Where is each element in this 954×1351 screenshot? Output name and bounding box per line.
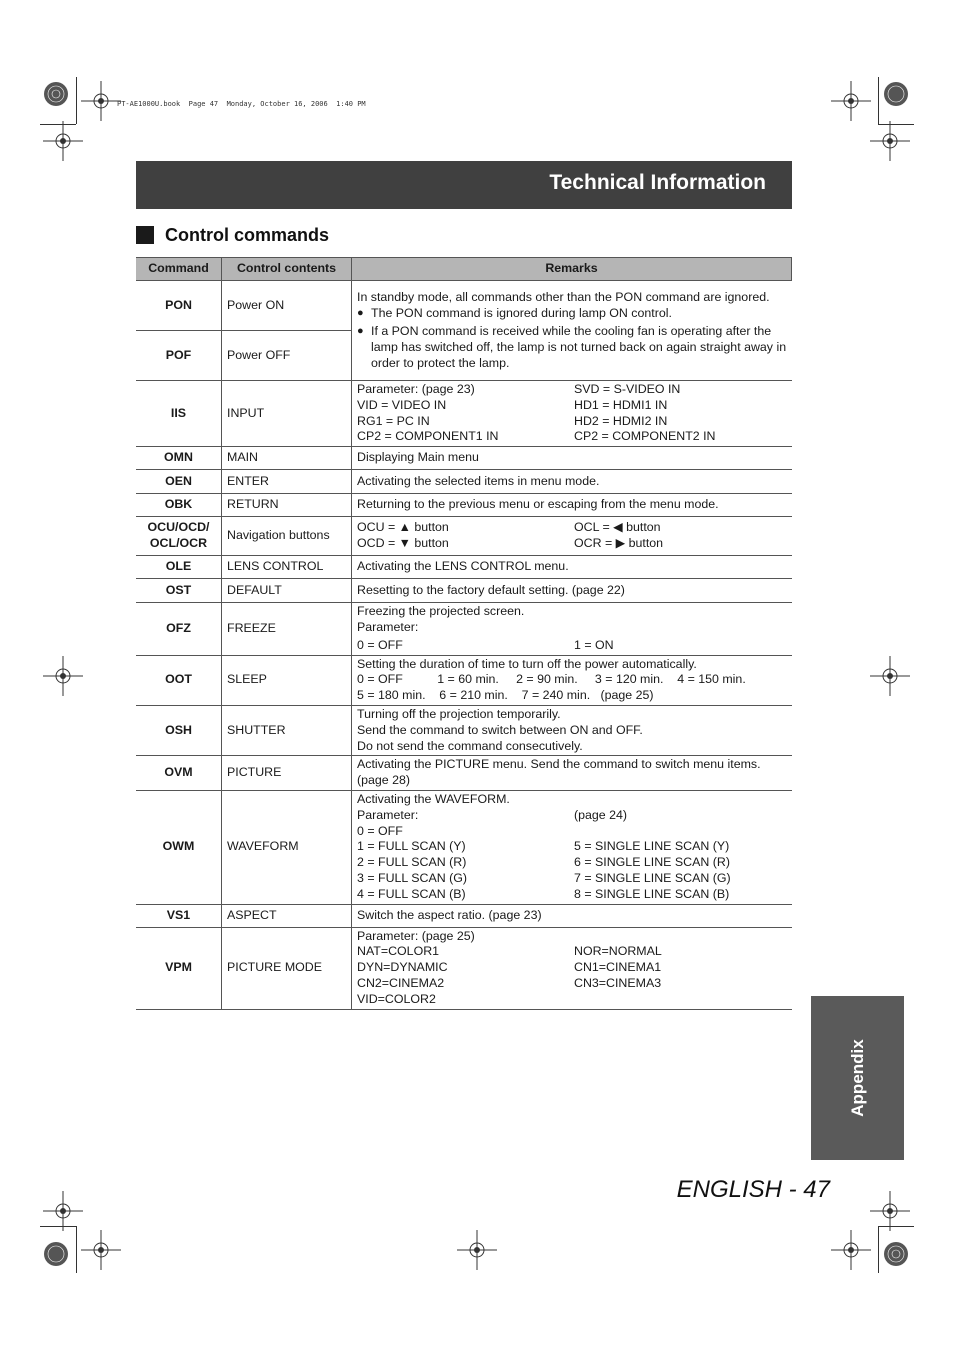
command-cell: OSH [136,705,222,755]
table-row [136,705,792,755]
table-row [136,927,792,1009]
crosshair-icon [870,656,910,696]
registration-target-icon [876,1234,916,1274]
remarks-cell [352,705,792,755]
table-row [136,904,792,927]
remarks-cell: Displaying Main menu [352,447,792,470]
remarks-line: Setting the duration of time to turn off the power automatically. [357,656,697,671]
remarks-cell [352,655,792,705]
command-cell: VPM [136,927,222,1009]
remarks-pair [357,976,787,992]
remarks-text: HD1 = HDMI1 IN [574,397,668,412]
remarks-cell [352,281,792,381]
command-cell: OWM [136,790,222,904]
remarks-text: 1 = ON [574,637,614,652]
remarks-pair [357,429,787,445]
remarks-text: OCR = ▶ button [574,536,664,551]
table-row [136,603,792,655]
bullet-text: If a PON command is received while the cooling fan is operating after the lamp has switched off, the lamp is not turned back on again straight away in order to protect the lamp. [371,324,787,370]
bullet-icon: ● [357,307,364,320]
control-cell: SHUTTER [222,705,352,755]
remarks-text: RG1 = PC IN [357,413,430,428]
remarks-pair [357,839,787,855]
remarks-cell [352,927,792,1009]
page-title: Technical Information [549,171,766,194]
remarks-pair [357,824,787,840]
command-cell: OOT [136,655,222,705]
remarks-text: 6 = SINGLE LINE SCAN (R) [574,855,730,870]
command-cell: OMN [136,447,222,470]
column-header-remarks: Remarks [352,258,792,281]
column-header-command: Command [136,258,222,281]
section-title: Control commands [165,224,330,245]
remarks-pair [357,871,787,887]
crosshair-icon [81,1230,121,1270]
remarks-text: CP2 = COMPONENT2 IN [574,429,716,444]
remarks-cell: Resetting to the factory default setting. (page 22) [352,579,792,603]
remarks-pair [357,536,787,552]
registration-target-icon [36,74,76,114]
remarks-line: Activating the WAVEFORM. [357,791,510,806]
remarks-text: 3 = FULL SCAN (G) [357,870,468,885]
table-row [136,470,792,494]
remarks-text: 1 = FULL SCAN (Y) [357,839,466,854]
side-tab-label: Appendix [847,1039,867,1117]
remarks-line: Send the command to switch between ON and OFF. [357,722,643,737]
remarks-line: Freezing the projected screen. [357,604,525,619]
remarks-text: (page 24) [574,807,628,822]
crosshair-icon [43,1191,83,1231]
remarks-line: 0 = OFF 1 = 60 min. 2 = 90 min. 3 = 120 min. 4 = 150 min. [357,672,746,687]
remarks-cell: Activating the LENS CONTROL menu. [352,556,792,579]
crosshair-icon [870,121,910,161]
command-cell: POF [136,331,222,381]
remarks-line: Parameter: (page 25) [357,928,475,943]
remarks-text: 8 = SINGLE LINE SCAN (B) [574,886,730,901]
command-cell: OVM [136,756,222,791]
control-cell: PICTURE MODE [222,927,352,1009]
command-cell: OFZ [136,603,222,655]
control-cell: Power ON [222,281,352,331]
control-cell: MAIN [222,447,352,470]
control-cell: FREEZE [222,603,352,655]
crosshair-icon [43,656,83,696]
remarks-pair [357,960,787,976]
crosshair-icon [831,81,871,121]
table-row [136,790,792,904]
remarks-cell: Activating the PICTURE menu. Send the command to switch menu items. (page 28) [352,756,792,791]
table-row [136,655,792,705]
column-header-control-contents: Control contents [222,258,352,281]
header-bar [136,161,792,209]
remarks-text: VID = VIDEO IN [357,397,447,412]
command-cell: IIS [136,381,222,447]
remarks-text: 5 = SINGLE LINE SCAN (Y) [574,839,730,854]
remarks-pair [357,992,787,1008]
remarks-cell [352,603,792,655]
remarks-text: NOR=NORMAL [574,944,662,959]
control-cell: RETURN [222,494,352,517]
remarks-cell: Switch the aspect ratio. (page 23) [352,904,792,927]
remarks-text: 2 = FULL SCAN (R) [357,855,467,870]
table-row [136,494,792,517]
remarks-pair [357,414,787,430]
control-cell: PICTURE [222,756,352,791]
remarks-pair [357,398,787,414]
remarks-text: 7 = SINGLE LINE SCAN (G) [574,870,731,885]
remarks-pair [357,887,787,903]
control-cell: DEFAULT [222,579,352,603]
remarks-pair [357,855,787,871]
remarks-text: DYN=DYNAMIC [357,960,448,975]
table-header-row [136,258,792,281]
remarks-pair [357,638,787,654]
control-cell: ASPECT [222,904,352,927]
crosshair-icon [870,1191,910,1231]
remarks-text: CN2=CINEMA2 [357,975,445,990]
control-cell: Power OFF [222,331,352,381]
remarks-pair [357,808,787,824]
control-cell: Navigation buttons [222,517,352,556]
remarks-text: CN1=CINEMA1 [574,960,662,975]
table-row [136,556,792,579]
remarks-text: 0 = OFF [357,637,403,652]
file-info-line: PT-AE1000U.book Page 47 Monday, October 16, 2006 1:40 PM [117,100,366,108]
command-cell: OEN [136,470,222,494]
remarks-text [574,992,787,1008]
remarks-pair [357,382,787,398]
appendix-side-tab [811,996,904,1160]
remarks-line: 5 = 180 min. 6 = 210 min. 7 = 240 min. (page 25) [357,688,654,703]
remarks-text [574,824,787,840]
table-row [136,281,792,331]
control-cell: LENS CONTROL [222,556,352,579]
table-row [136,381,792,447]
command-cell: PON [136,281,222,331]
remarks-cell [352,517,792,556]
remarks-pair [357,520,787,536]
bullet-icon: ● [357,325,364,338]
control-cell: INPUT [222,381,352,447]
command-cell [136,517,222,556]
control-cell: WAVEFORM [222,790,352,904]
bullet-text: The PON command is ignored during lamp ON control. [371,306,672,321]
page-number: ENGLISH - 47 [676,1176,830,1203]
crosshair-icon [831,1230,871,1270]
remarks-text: CP2 = COMPONENT1 IN [357,429,499,444]
remarks-text: 4 = FULL SCAN (B) [357,886,466,901]
remarks-text: NAT=COLOR1 [357,944,440,959]
crosshair-icon [43,121,83,161]
remarks-text: SVD = S-VIDEO IN [574,382,681,396]
control-commands-table [136,257,792,1010]
control-cell: ENTER [222,470,352,494]
remarks-text: Parameter: [357,807,419,822]
crosshair-icon [81,81,121,121]
command-cell: OLE [136,556,222,579]
table-row [136,517,792,556]
table-row [136,447,792,470]
table-row [136,756,792,791]
remarks-text: VID=COLOR2 [357,991,436,1006]
remarks-text: HD2 = HDMI2 IN [574,413,668,428]
remarks-line: Do not send the command consecutively. [357,738,583,753]
command-cell: OBK [136,494,222,517]
remarks-text: 0 = OFF [357,823,403,838]
remarks-pair [357,944,787,960]
remarks-text: OCD = ▼ button [357,536,449,551]
remarks-text: OCL = ◀ button [574,520,661,535]
remarks-line: In standby mode, all commands other than the PON command are ignored. [357,289,770,304]
remarks-text: OCU = ▲ button [357,520,449,535]
section-heading [136,224,329,246]
remarks-line: Parameter: [357,619,419,634]
command-text: OCU/OCD/ [147,520,210,535]
registration-target-icon [36,1234,76,1274]
remarks-cell: Returning to the previous menu or escaping from the menu mode. [352,494,792,517]
registration-target-icon [876,74,916,114]
command-cell: OST [136,579,222,603]
remarks-text: CN3=CINEMA3 [574,975,662,990]
command-text: OCL/OCR [149,536,208,551]
remarks-text: Parameter: (page 23) [357,382,475,396]
crosshair-icon [457,1230,497,1270]
table-row [136,579,792,603]
command-cell: VS1 [136,904,222,927]
remarks-cell: Activating the selected items in menu mode. [352,470,792,494]
bullet-item [357,324,787,371]
section-square-icon [136,226,154,244]
bullet-item [357,306,787,322]
remarks-line: Turning off the projection temporarily. [357,706,561,721]
remarks-cell [352,790,792,904]
control-cell: SLEEP [222,655,352,705]
remarks-cell [352,381,792,447]
